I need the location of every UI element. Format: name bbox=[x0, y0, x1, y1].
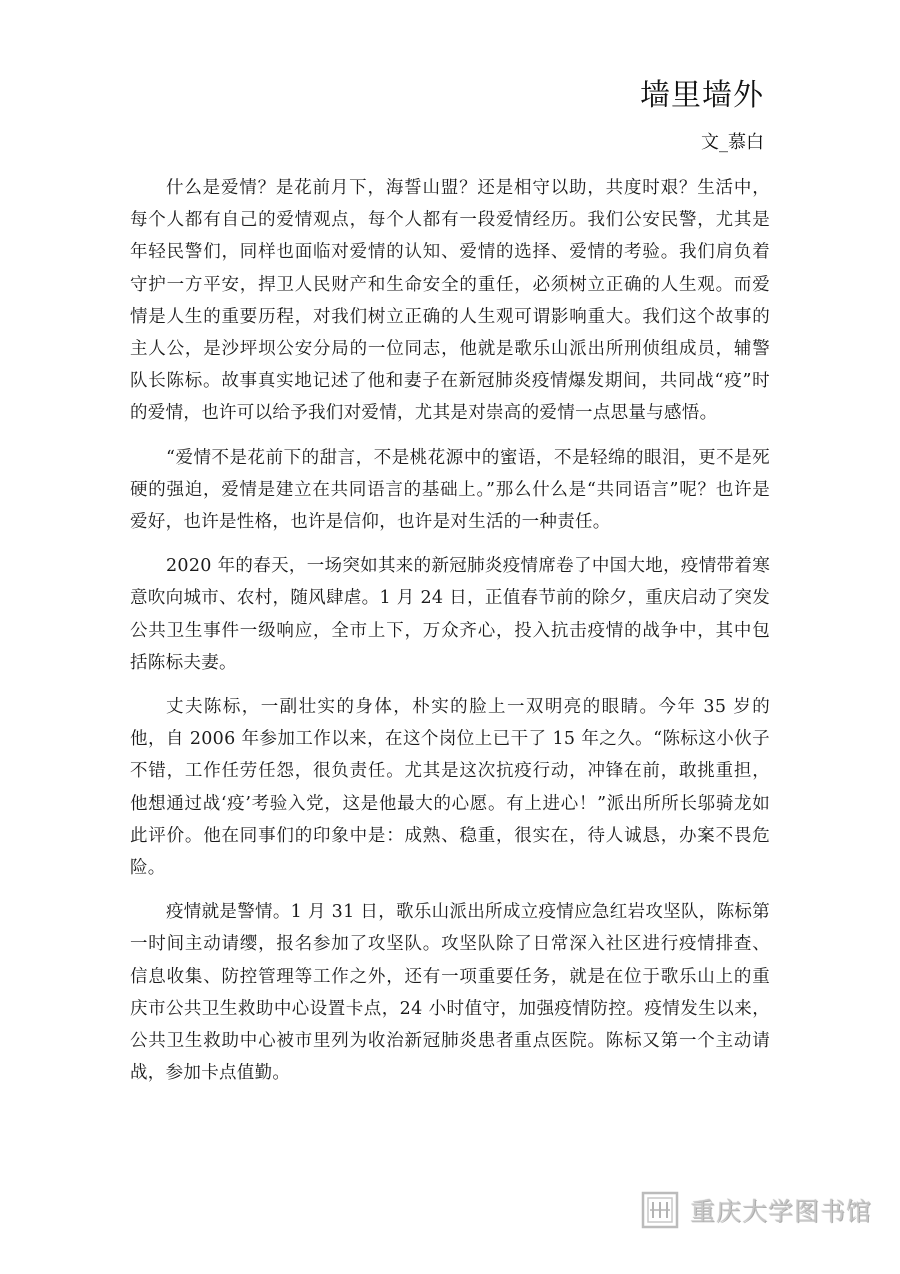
paragraph: 丈夫陈标，一副壮实的身体，朴实的脸上一双明亮的眼睛。今年 35 岁的他，自 2006 年参加工作以来，在这个岗位上已干了 15 年之久。“陈标这小伙子不错，工作任劳任怨，很负责任。尤其是这次抗疫行动，冲锋在前，敢挑重担，他想通过战‘疫’考验入党，这是他最大的心愿。有上进心！”派出所所长邬骑龙如此评价。他在同事们的印象中是：成熟、稳重，很实在，待人诚恳，办案不畏危险。 bbox=[130, 697, 770, 879]
paragraph: “爱情不是花前下的甜言，不是桃花源中的蜜语，不是轻绵的眼泪，更不是死硬的强迫，爱情是建立在共同语言的基础上。”那么什么是“共同语言”呢？也许是爱好，也许是性格，也许是信仰，也许是对生活的一种责任。 bbox=[130, 447, 770, 533]
article-author: 文_慕白 bbox=[701, 132, 764, 153]
library-watermark bbox=[640, 1190, 872, 1230]
library-logo-icon bbox=[640, 1190, 680, 1230]
paragraph: 2020 年的春天，一场突如其来的新冠肺炎疫情席卷了中国大地，疫情带着寒意吹向城市、农村，随风肆虐。1 月 24 日，正值春节前的除夕，重庆启动了突发公共卫生事件一级响应，全市上下，万众齐心，投入抗击疫情的战争中，其中包括陈标夫妻。 bbox=[130, 556, 770, 673]
paragraph: 什么是爱情？是花前月下，海誓山盟？还是相守以助，共度时艰？生活中，每个人都有自己的爱情观点，每个人都有一段爱情经历。我们公安民警，尤其是年轻民警们，同样也面临对爱情的认知、爱情的选择、爱情的考验。我们肩负着守护一方平安，捍卫人民财产和生命安全的重任，必须树立正确的人生观。而爱情是人生的重要历程，对我们树立正确的人生观可谓影响重大。我们这个故事的主人公，是沙坪坝公安分局的一位同志，他就是歌乐山派出所刑侦组成员，辅警队长陈标。故事真实地记述了他和妻子在新冠肺炎疫情爆发期间，共同战“疫”时的爱情，也许可以给予我们对爱情，尤其是对崇高的爱情一点思量与感悟。 bbox=[130, 178, 770, 424]
paragraph: 疫情就是警情。1 月 31 日，歌乐山派出所成立疫情应急红岩攻坚队，陈标第一时间主动请缨，报名参加了攻坚队。攻坚队除了日常深入社区进行疫情排查、信息收集、防控管理等工作之外，还有一项重要任务，就是在位于歌乐山上的重庆市公共卫生救助中心设置卡点，24 小时值守，加强疫情防控。疫情发生以来，公共卫生救助中心被市里列为收治新冠肺炎患者重点医院。陈标又第一个主动请战，参加卡点值勤。 bbox=[130, 902, 770, 1084]
watermark-text: 重庆大学图书馆 bbox=[690, 1197, 873, 1226]
article-title: 墙里墙外 bbox=[640, 78, 764, 113]
article-body bbox=[130, 172, 770, 1101]
